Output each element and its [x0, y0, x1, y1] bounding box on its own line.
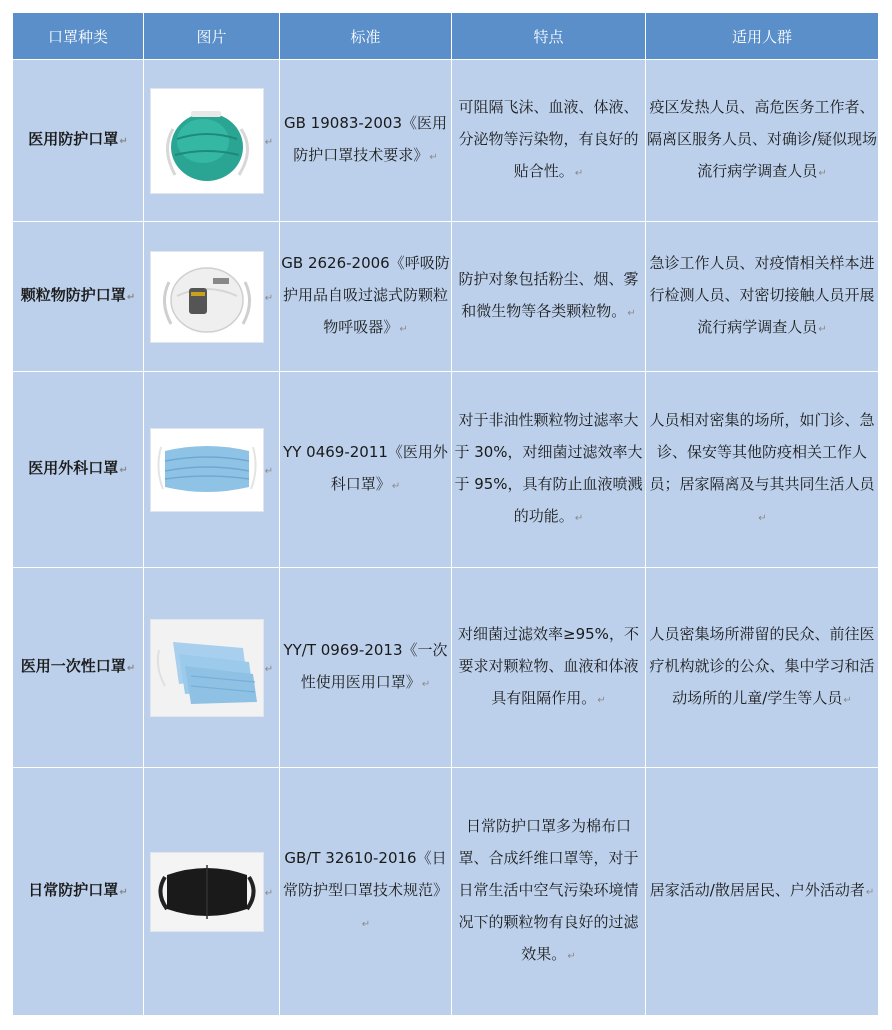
feature-text: 日常防护口罩多为棉布口罩、合成纤维口罩等，对于日常生活中空气污染环境情况下的颗粒物有良好的过滤效果。 [458, 817, 639, 963]
crowd-text: 人员相对密集的场所，如门诊、急诊、保安等其他防疫相关工作人员；居家隔离及与其共同生活人员 [649, 411, 875, 493]
disposable-mask-stack-icon [150, 619, 264, 717]
header-crowd: 适用人群 [646, 13, 879, 60]
crowd-text: 急诊工作人员、对疫情相关样本进行检测人员、对密切接触人员开展流行病学调查人员 [649, 254, 875, 336]
particulate-respirator-icon [150, 251, 264, 343]
table-row: 医用防护口罩↵ ↵ GB 19083-2003《医用防护口罩技术要求》↵ 可阻隔飞沫、血液、体液、分泌物等污染物，有良好的贴合性。↵ 疫区发热人员、高危医务工作者、隔离区服务人员、对确诊/疑似现场流行病学调查人员↵ [13, 60, 879, 222]
mask-type: 医用外科口罩 [28, 459, 119, 477]
mask-type: 颗粒物防护口罩 [20, 286, 126, 304]
mask-type: 医用一次性口罩 [20, 657, 126, 675]
table-row: 医用外科口罩↵ ↵ YY 0469-2011《医用外科口罩》↵ 对于非油性颗粒物过滤率大于 30%，对细菌过滤效率大于 95%，具有防止血液喷溅的功能。↵ 人员相对密集的场所，如门诊、急诊、保安等其他防疫相关工作人员；居家隔离及与其共同生活人员↵ [13, 372, 879, 568]
surgical-mask-icon [150, 428, 264, 512]
header-row [13, 13, 879, 60]
header-standard: 标准 [280, 13, 452, 60]
standard-text: YY 0469-2011《医用外科口罩》 [283, 443, 448, 493]
n95-medical-mask-icon [150, 88, 264, 194]
standard-text: GB 2626-2006《呼吸防护用品自吸过滤式防颗粒物呼吸器》 [281, 254, 450, 336]
header-image: 图片 [144, 13, 280, 60]
standard-text: GB/T 32610-2016《日常防护型口罩技术规范》 [282, 849, 448, 899]
mask-comparison-table [12, 12, 879, 1016]
crowd-text: 居家活动/散居居民、户外活动者 [649, 881, 865, 899]
header-type: 口罩种类 [13, 13, 144, 60]
cloth-mask-icon [150, 852, 264, 932]
mask-table-frame [12, 12, 878, 1018]
table-row: 颗粒物防护口罩↵ ↵ GB 2626-2006《呼吸防护用品自吸过滤式防颗粒物呼吸器》↵ 防护对象包括粉尘、烟、雾和微生物等各类颗粒物。↵ 急诊工作人员、对疫情相关样本进行检测人员、对密切接触人员开展流行病学调查人员↵ [13, 222, 879, 372]
feature-text: 防护对象包括粉尘、烟、雾和微生物等各类颗粒物。 [458, 270, 639, 320]
crowd-text: 疫区发热人员、高危医务工作者、隔离区服务人员、对确诊/疑似现场流行病学调查人员 [646, 98, 878, 180]
crowd-text: 人员密集场所滞留的民众、前往医疗机构就诊的公众、集中学习和活动场所的儿童/学生等人员 [649, 625, 875, 707]
mask-type: 日常防护口罩 [28, 881, 119, 899]
feature-text: 可阻隔飞沫、血液、体液、分泌物等污染物，有良好的贴合性。 [458, 98, 639, 180]
table-row: 医用一次性口罩↵ ↵ YY/T 0969-2013《一次性使用医用口罩》↵ 对细菌过滤效率≥95%，不要求对颗粒物、血液和体液具有阻隔作用。↵ 人员密集场所滞留的民众、前往医疗机构就诊的公众、集中学习和活动场所的儿童/学生等人员↵ [13, 568, 879, 768]
feature-text: 对细菌过滤效率≥95%，不要求对颗粒物、血液和体液具有阻隔作用。 [458, 625, 639, 707]
header-feature: 特点 [452, 13, 646, 60]
table-row: 日常防护口罩↵ ↵ GB/T 32610-2016《日常防护型口罩技术规范》↵ 日常防护口罩多为棉布口罩、合成纤维口罩等，对于日常生活中空气污染环境情况下的颗粒物有良好的过滤效果。↵ 居家活动/散居居民、户外活动者↵ [13, 768, 879, 1016]
mask-type: 医用防护口罩 [28, 130, 119, 148]
standard-text: YY/T 0969-2013《一次性使用医用口罩》 [283, 641, 448, 691]
standard-text: GB 19083-2003《医用防护口罩技术要求》 [284, 114, 447, 164]
feature-text: 对于非油性颗粒物过滤率大于 30%，对细菌过滤效率大于 95%，具有防止血液喷溅的功能。 [454, 411, 643, 525]
